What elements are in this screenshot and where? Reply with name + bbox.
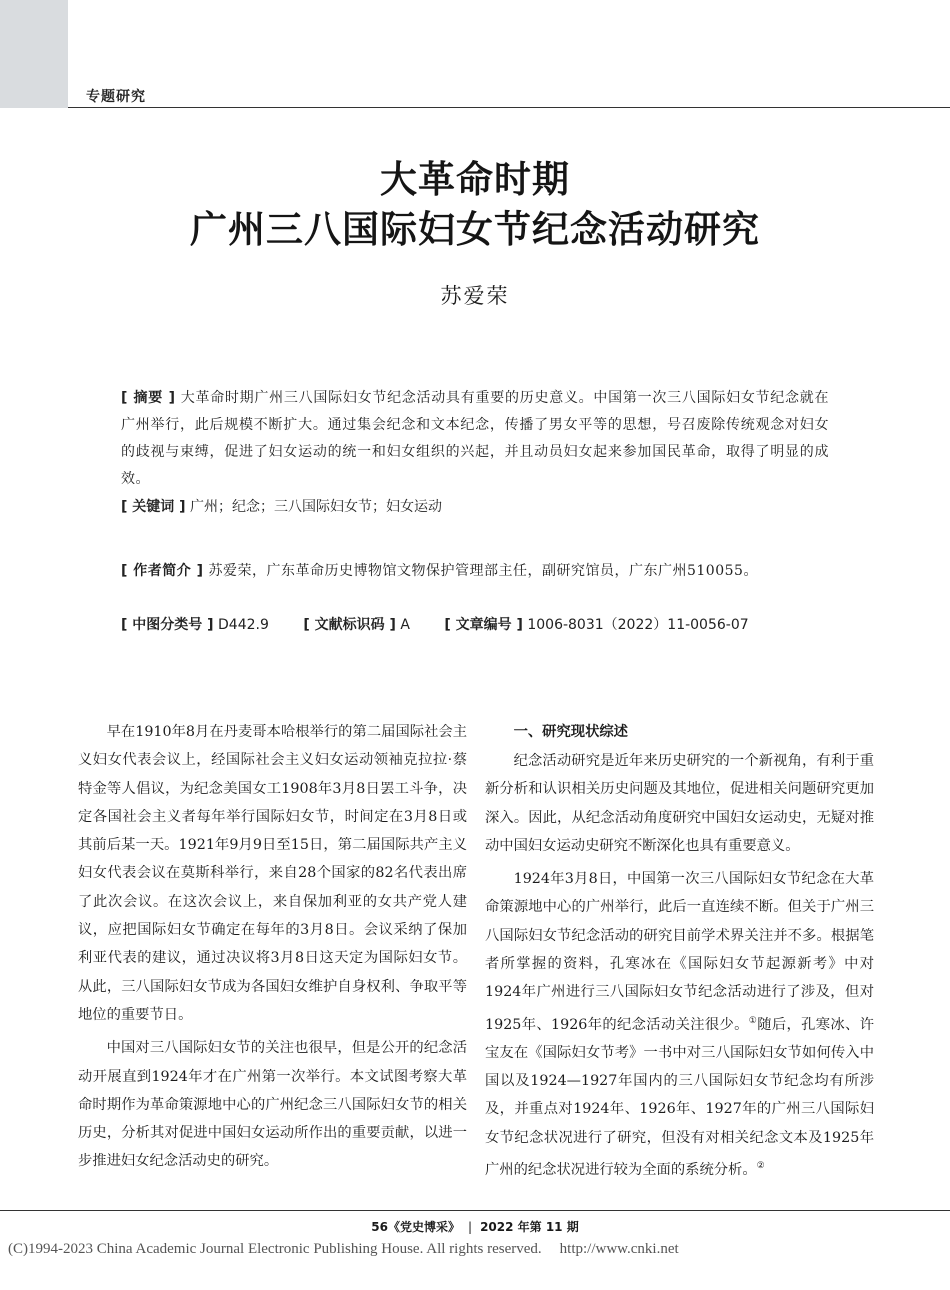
cnki-link[interactable]: http://www.cnki.net bbox=[559, 1241, 679, 1257]
classification-line bbox=[121, 612, 829, 639]
title-line-2: 广州三八国际妇女节纪念活动研究 bbox=[190, 207, 760, 251]
section-heading: 一、研究现状综述 bbox=[513, 724, 628, 740]
issue-label: 2022 年第 11 期 bbox=[480, 1220, 579, 1234]
title-line-1: 大革命时期 bbox=[380, 157, 570, 201]
abstract-tag: [ 摘要 ] bbox=[121, 390, 176, 406]
header-corner-block bbox=[0, 0, 68, 108]
copyright-line bbox=[8, 1241, 679, 1258]
author-bio bbox=[121, 558, 829, 585]
body-paragraph: 纪念活动研究是近年来历史研究的一个新视角，有利于重新分析和认识相关历史问题及其地位，促进相关问题研究更加深入。因此，从纪念活动角度研究中国妇女运动史，无疑对推动中国妇女运动史研究不断深化也具有重要意义。 bbox=[485, 753, 874, 854]
page-number: 56 bbox=[371, 1220, 388, 1234]
document-code: [ 文献标识码 ] A bbox=[303, 617, 410, 633]
article-number: [ 文章编号 ] 1006-8031（2022）11-0056-07 bbox=[444, 617, 749, 633]
body-left-column bbox=[78, 718, 467, 1181]
footer-separator: | bbox=[468, 1220, 473, 1234]
journal-name: 《党史博采》 bbox=[388, 1220, 461, 1234]
section-label: 专题研究 bbox=[86, 89, 146, 105]
copyright-text: (C)1994-2023 China Academic Journal Electronic Publishing House. All rights reserved. bbox=[8, 1241, 542, 1257]
footnote-ref[interactable]: ① bbox=[748, 1015, 758, 1026]
author-name: 苏爱荣 bbox=[440, 284, 510, 308]
page-footer bbox=[0, 1218, 950, 1235]
header-rule bbox=[68, 107, 950, 108]
bio-text: 苏爱荣，广东革命历史博物馆文物保护管理部主任，副研究馆员，广东广州510055。 bbox=[208, 563, 758, 579]
body-paragraph: 中国对三八国际妇女节的关注也很早，但是公开的纪念活动开展直到1924年才在广州第一次举行。本文试图考察大革命时期作为革命策源地中心的广州纪念三八国际妇女节的相关历史，分析其对促进中国妇女运动所作出的重要贡献，以进一步推进妇女纪念活动史的研究。 bbox=[78, 1040, 467, 1170]
keywords-text: 广州；纪念；三八国际妇女节；妇女运动 bbox=[190, 499, 442, 515]
keywords-tag: [ 关键词 ] bbox=[121, 499, 186, 515]
footer-rule bbox=[0, 1210, 950, 1211]
bio-tag: [ 作者简介 ] bbox=[121, 563, 204, 579]
article-title bbox=[0, 154, 950, 254]
keywords bbox=[121, 494, 829, 521]
footnote-ref[interactable]: ② bbox=[756, 1160, 765, 1171]
abstract-text: 大革命时期广州三八国际妇女节纪念活动具有重要的历史意义。中国第一次三八国际妇女节纪念就在广州举行，此后规模不断扩大。通过集会纪念和文本纪念，传播了男女平等的思想，号召废除传统观念对妇女的歧视与束缚，促进了妇女运动的统一和妇女组织的兴起，并且动员妇女起来参加国民革命，取得了明显的成效。 bbox=[121, 390, 830, 487]
abstract bbox=[121, 385, 829, 493]
clc-number: [ 中图分类号 ] D442.9 bbox=[121, 617, 269, 633]
body-paragraph: 1924年3月8日，中国第一次三八国际妇女节纪念在大革命策源地中心的广州举行，此后一直连续不断。但关于广州三八国际妇女节纪念活动的研究目前学术界关注并不多。根据笔者所掌握的资料，孔寒冰在《国际妇女节起源新考》中对1924年广州进行三八国际妇女节纪念活动进行了涉及，但对1925年、1926年的纪念活动关注很少。①随后，孔寒冰、许宝友在《国际妇女节考》一书中对三八国际妇女节如何传入中国以及1924—1927年国内的三八国际妇女节纪念均有所涉及，并重点对1924年、1926年、1927年的广州三八国际妇女节纪念状况进行了研究，但没有对相关纪念文本及1925年广州的纪念状况进行较为全面的系统分析。② bbox=[485, 871, 874, 1178]
body-right-column bbox=[485, 718, 874, 1189]
body-paragraph: 早在1910年8月在丹麦哥本哈根举行的第二届国际社会主义妇女代表会议上，经国际社会主义妇女运动领袖克拉拉·蔡特金等人倡议，为纪念美国女工1908年3月8日罢工斗争，决定各国社会主义者每年举行国际妇女节，时间定在3月8日或其前后某一天。1921年9月9日至15日，第二届国际共产主义妇女代表会议在莫斯科举行，来自28个国家的82名代表出席了此次会议。在这次会议上，来自保加利亚的女共产党人建议，应把国际妇女节确定在每年的3月8日。会议采纳了保加利亚代表的建议，通过决议将3月8日这天定为国际妇女节。从此，三八国际妇女节成为各国妇女维护自身权利、争取平等地位的重要节日。 bbox=[78, 724, 467, 1023]
